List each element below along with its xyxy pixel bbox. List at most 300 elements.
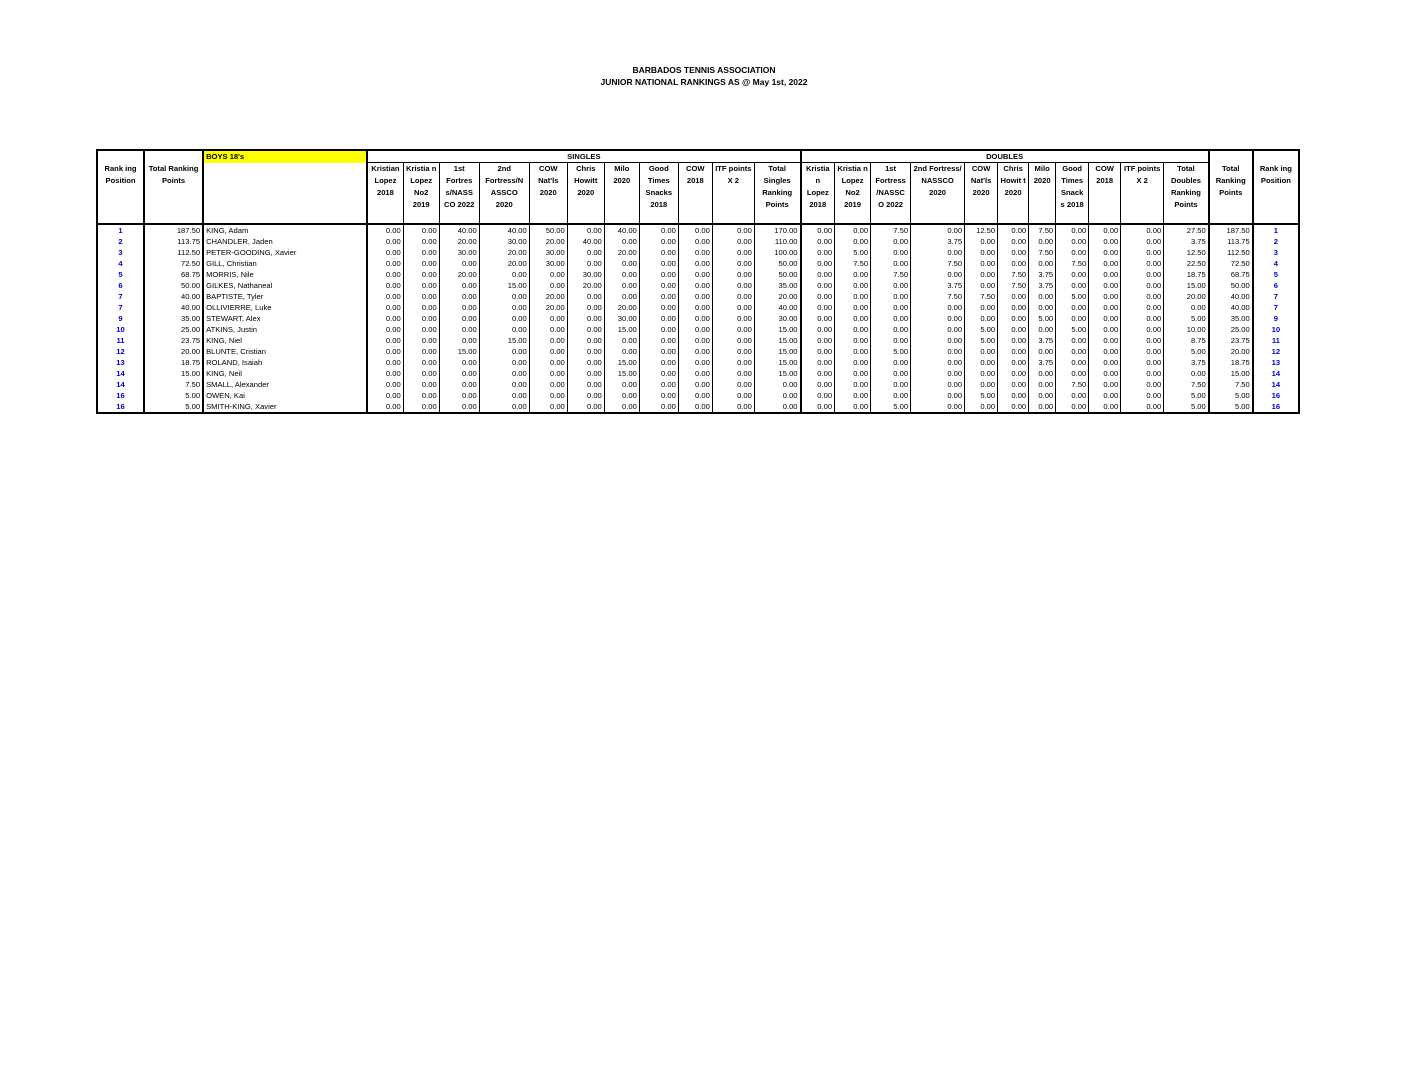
points-cell: 187.50 [144,224,203,236]
points-cell: 0.00 [965,346,998,357]
points-cell: 0.00 [403,236,439,247]
points-cell: 0.00 [678,269,712,280]
rank-position: 16 [1253,401,1299,413]
player-name: KING, Adam [203,224,367,236]
points-cell: 0.00 [835,357,871,368]
points-cell: 20.00 [144,346,203,357]
points-cell: 0.00 [1056,280,1089,291]
points-cell: 0.00 [439,258,479,269]
points-cell: 0.00 [1029,379,1056,390]
points-cell: 0.00 [835,280,871,291]
points-cell: 0.00 [439,401,479,413]
points-cell: 0.00 [1089,390,1121,401]
points-cell: 112.50 [144,247,203,258]
table-row [97,390,1299,401]
points-cell: 0.00 [712,280,754,291]
points-cell: 0.00 [367,302,403,313]
points-cell: 0.00 [1089,346,1121,357]
points-cell: 0.00 [998,224,1029,236]
points-cell: 170.00 [754,224,800,236]
points-cell: 0.00 [439,335,479,346]
points-cell: 0.00 [965,247,998,258]
points-cell: 3.75 [1029,269,1056,280]
points-cell: 0.00 [479,291,529,302]
points-cell: 0.00 [479,346,529,357]
points-cell: 0.00 [1121,224,1164,236]
points-cell: 0.00 [439,302,479,313]
points-cell: 0.00 [801,401,835,413]
column-header: Kristia n Lopez 2018 [801,163,835,225]
points-cell: 0.00 [1056,390,1089,401]
points-cell: 0.00 [567,390,604,401]
table-row [97,247,1299,258]
points-cell: 0.00 [801,302,835,313]
points-cell: 0.00 [998,324,1029,335]
table-row [97,335,1299,346]
points-cell: 7.50 [1164,379,1209,390]
points-cell: 5.00 [1209,390,1253,401]
points-cell: 0.00 [367,368,403,379]
points-cell: 0.00 [567,401,604,413]
points-cell: 3.75 [911,236,965,247]
points-cell: 0.00 [639,390,678,401]
points-cell: 3.75 [911,280,965,291]
table-row [97,401,1299,413]
points-cell: 0.00 [678,335,712,346]
player-name: GILKES, Nathaneal [203,280,367,291]
points-cell: 18.75 [144,357,203,368]
points-cell: 0.00 [367,269,403,280]
points-cell: 0.00 [871,291,911,302]
points-cell: 30.00 [529,258,567,269]
rank-position: 12 [1253,346,1299,357]
points-cell: 0.00 [678,313,712,324]
points-cell: 40.00 [754,302,800,313]
points-cell: 50.00 [1209,280,1253,291]
points-cell: 12.50 [965,224,998,236]
points-cell: 0.00 [529,346,567,357]
table-row [97,302,1299,313]
points-cell: 7.50 [871,224,911,236]
points-cell: 0.00 [403,291,439,302]
points-cell: 0.00 [604,280,639,291]
points-cell: 0.00 [712,324,754,335]
points-cell: 0.00 [639,247,678,258]
points-cell: 0.00 [871,324,911,335]
points-cell: 0.00 [871,247,911,258]
points-cell: 3.75 [1029,357,1056,368]
points-cell: 0.00 [911,224,965,236]
points-cell: 0.00 [998,258,1029,269]
report-title: BARBADOS TENNIS ASSOCIATION [632,65,776,75]
points-cell: 0.00 [871,335,911,346]
player-name: STEWART, Alex [203,313,367,324]
points-cell: 0.00 [678,224,712,236]
points-cell: 0.00 [479,379,529,390]
points-cell: 0.00 [367,291,403,302]
points-cell: 0.00 [439,313,479,324]
points-cell: 0.00 [367,313,403,324]
table-row [97,291,1299,302]
points-cell: 0.00 [479,324,529,335]
points-cell: 68.75 [1209,269,1253,280]
points-cell: 0.00 [998,390,1029,401]
points-cell: 7.50 [965,291,998,302]
points-cell: 0.00 [678,236,712,247]
points-cell: 0.00 [639,379,678,390]
rank-position: 13 [97,357,144,368]
points-cell: 0.00 [801,291,835,302]
points-cell: 0.00 [529,390,567,401]
points-cell: 7.50 [144,379,203,390]
points-cell: 0.00 [871,302,911,313]
points-cell: 0.00 [403,357,439,368]
points-cell: 0.00 [965,258,998,269]
points-cell: 0.00 [712,236,754,247]
points-cell: 0.00 [639,368,678,379]
table-row [97,224,1299,236]
points-cell: 0.00 [1089,258,1121,269]
points-cell: 0.00 [367,236,403,247]
points-cell: 35.00 [1209,313,1253,324]
column-header: ITF points X 2 [712,163,754,225]
points-cell: 0.00 [835,302,871,313]
points-cell: 0.00 [712,224,754,236]
rank-position: 6 [1253,280,1299,291]
points-cell: 0.00 [479,368,529,379]
column-header: 2nd Fortress/N ASSCO 2020 [479,163,529,225]
points-cell: 40.00 [144,302,203,313]
points-cell: 0.00 [1056,368,1089,379]
points-cell: 0.00 [1089,302,1121,313]
rank-position: 5 [1253,269,1299,280]
points-cell: 0.00 [1121,269,1164,280]
player-name: PETER-GOODING, Xavier [203,247,367,258]
points-cell: 0.00 [712,368,754,379]
points-cell: 0.00 [998,291,1029,302]
points-cell: 15.00 [1209,368,1253,379]
points-cell: 5.00 [144,401,203,413]
points-cell: 0.00 [567,224,604,236]
player-name: MORRIS, Nile [203,269,367,280]
rank-position: 16 [1253,390,1299,401]
column-header: Rank ing Position [1253,163,1299,225]
points-cell: 0.00 [678,247,712,258]
points-cell: 0.00 [1121,280,1164,291]
points-cell: 0.00 [911,346,965,357]
points-cell: 0.00 [604,258,639,269]
column-header: Total Doubles Ranking Points [1164,163,1209,225]
column-header: Good Times Snack s 2018 [1056,163,1089,225]
points-cell: 0.00 [604,335,639,346]
points-cell: 0.00 [911,357,965,368]
points-cell: 0.00 [529,313,567,324]
points-cell: 0.00 [801,247,835,258]
points-cell: 3.75 [1164,357,1209,368]
points-cell: 0.00 [403,346,439,357]
points-cell: 7.50 [1056,258,1089,269]
points-cell: 0.00 [998,236,1029,247]
points-cell: 23.75 [1209,335,1253,346]
points-cell: 0.00 [367,379,403,390]
points-cell: 0.00 [367,357,403,368]
points-cell: 0.00 [1121,335,1164,346]
points-cell: 0.00 [639,401,678,413]
points-cell: 25.00 [1209,324,1253,335]
points-cell: 0.00 [1029,368,1056,379]
points-cell: 20.00 [529,236,567,247]
points-cell: 30.00 [754,313,800,324]
points-cell: 0.00 [998,368,1029,379]
points-cell: 0.00 [529,280,567,291]
points-cell: 15.00 [754,357,800,368]
points-cell: 15.00 [754,368,800,379]
points-cell: 0.00 [835,324,871,335]
points-cell: 0.00 [801,379,835,390]
points-cell: 0.00 [801,224,835,236]
points-cell: 0.00 [403,269,439,280]
points-cell: 0.00 [529,269,567,280]
points-cell: 0.00 [801,236,835,247]
points-cell: 7.50 [1029,224,1056,236]
points-cell: 25.00 [144,324,203,335]
singles-group-label: SINGLES [367,150,800,163]
points-cell: 18.75 [1164,269,1209,280]
table-row [97,269,1299,280]
points-cell: 0.00 [403,401,439,413]
points-cell: 0.00 [529,401,567,413]
points-cell: 10.00 [1164,324,1209,335]
points-cell: 0.00 [1121,302,1164,313]
points-cell: 0.00 [403,224,439,236]
points-cell: 0.00 [604,390,639,401]
points-cell: 0.00 [439,324,479,335]
points-cell: 0.00 [1056,236,1089,247]
points-cell: 15.00 [754,346,800,357]
points-cell: 50.00 [144,280,203,291]
points-cell: 0.00 [567,313,604,324]
column-header: 1st Fortress /NASSC O 2022 [871,163,911,225]
points-cell: 40.00 [479,224,529,236]
table-row [97,346,1299,357]
points-cell: 0.00 [1121,390,1164,401]
points-cell: 187.50 [1209,224,1253,236]
points-cell: 30.00 [439,247,479,258]
points-cell: 40.00 [144,291,203,302]
points-cell: 0.00 [1029,236,1056,247]
rank-position: 4 [1253,258,1299,269]
points-cell: 0.00 [1121,313,1164,324]
points-cell: 0.00 [403,313,439,324]
points-cell: 0.00 [835,269,871,280]
points-cell: 5.00 [965,335,998,346]
points-cell: 20.00 [439,236,479,247]
points-cell: 0.00 [604,291,639,302]
points-cell: 0.00 [639,335,678,346]
points-cell: 0.00 [754,390,800,401]
points-cell: 0.00 [367,390,403,401]
points-cell: 0.00 [1089,335,1121,346]
points-cell: 110.00 [754,236,800,247]
rank-position: 6 [97,280,144,291]
points-cell: 0.00 [965,302,998,313]
points-cell: 0.00 [529,357,567,368]
points-cell: 113.75 [1209,236,1253,247]
points-cell: 20.00 [529,291,567,302]
points-cell: 72.50 [144,258,203,269]
group-header-row [97,150,1299,163]
points-cell: 0.00 [1121,324,1164,335]
points-cell: 0.00 [567,324,604,335]
points-cell: 0.00 [871,379,911,390]
points-cell: 0.00 [439,368,479,379]
column-header: Milo 2020 [604,163,639,225]
rank-position: 11 [1253,335,1299,346]
points-cell: 15.00 [479,335,529,346]
points-cell: 15.00 [479,280,529,291]
points-cell: 0.00 [367,280,403,291]
points-cell: 0.00 [678,324,712,335]
points-cell: 0.00 [367,346,403,357]
points-cell: 0.00 [479,390,529,401]
table-row [97,324,1299,335]
points-cell: 15.00 [439,346,479,357]
points-cell: 50.00 [754,258,800,269]
points-cell: 0.00 [1089,379,1121,390]
points-cell: 0.00 [1089,280,1121,291]
category-label: BOYS 18's [203,150,367,163]
rank-position: 9 [1253,313,1299,324]
points-cell: 0.00 [1121,258,1164,269]
rank-position: 7 [1253,291,1299,302]
points-cell: 0.00 [604,346,639,357]
points-cell: 0.00 [639,324,678,335]
points-cell: 0.00 [639,357,678,368]
points-cell: 0.00 [367,224,403,236]
points-cell: 0.00 [712,247,754,258]
points-cell: 0.00 [998,401,1029,413]
points-cell: 0.00 [678,390,712,401]
points-cell: 20.00 [604,247,639,258]
points-cell: 0.00 [479,302,529,313]
points-cell: 0.00 [639,346,678,357]
points-cell: 0.00 [871,368,911,379]
rank-position: 11 [97,335,144,346]
player-name: BAPTISTE, Tyler [203,291,367,302]
points-cell: 0.00 [754,401,800,413]
points-cell: 0.00 [1089,357,1121,368]
column-header: Kristia n Lopez No2 2019 [403,163,439,225]
points-cell: 20.00 [604,302,639,313]
points-cell: 0.00 [911,313,965,324]
player-name: GILL, Christian [203,258,367,269]
points-cell: 50.00 [754,269,800,280]
points-cell: 0.00 [604,401,639,413]
points-cell: 30.00 [567,269,604,280]
column-header: Chris Howit t 2020 [998,163,1029,225]
points-cell: 5.00 [1164,346,1209,357]
points-cell: 0.00 [712,269,754,280]
points-cell: 5.00 [871,401,911,413]
points-cell: 3.75 [1029,280,1056,291]
doubles-group-label: DOUBLES [801,150,1209,163]
points-cell: 0.00 [367,401,403,413]
points-cell: 0.00 [1029,291,1056,302]
points-cell: 0.00 [801,335,835,346]
points-cell: 3.75 [1164,236,1209,247]
points-cell: 0.00 [712,390,754,401]
points-cell: 23.75 [144,335,203,346]
points-cell: 0.00 [678,280,712,291]
points-cell: 0.00 [835,236,871,247]
points-cell: 3.75 [1029,335,1056,346]
points-cell: 0.00 [871,390,911,401]
points-cell: 0.00 [835,291,871,302]
points-cell: 0.00 [1121,379,1164,390]
rank-position: 14 [1253,368,1299,379]
player-name: BLUNTE, Cristian [203,346,367,357]
points-cell: 0.00 [801,324,835,335]
points-cell: 7.50 [998,269,1029,280]
points-cell: 0.00 [801,390,835,401]
points-cell: 0.00 [639,236,678,247]
column-header: COW Nat'ls 2020 [529,163,567,225]
column-header: COW Nat'ls 2020 [965,163,998,225]
points-cell: 5.00 [1164,390,1209,401]
points-cell: 0.00 [678,368,712,379]
points-cell: 0.00 [1164,302,1209,313]
rank-position: 7 [1253,302,1299,313]
points-cell: 0.00 [712,313,754,324]
points-cell: 20.00 [439,269,479,280]
points-cell: 0.00 [911,302,965,313]
table-row [97,379,1299,390]
report-header [0,64,1408,88]
points-cell: 0.00 [639,291,678,302]
points-cell: 0.00 [403,247,439,258]
rankings-table-wrapper [96,149,1300,414]
points-cell: 0.00 [567,357,604,368]
points-cell: 0.00 [911,401,965,413]
points-cell: 0.00 [835,224,871,236]
points-cell: 0.00 [1029,401,1056,413]
points-cell: 40.00 [439,224,479,236]
points-cell: 5.00 [1029,313,1056,324]
points-cell: 0.00 [567,302,604,313]
points-cell: 113.75 [144,236,203,247]
points-cell: 0.00 [911,269,965,280]
player-name: SMALL, Alexander [203,379,367,390]
points-cell: 0.00 [835,335,871,346]
report-subtitle: JUNIOR NATIONAL RANKINGS AS @ May 1st, 2022 [600,77,808,87]
rank-position: 7 [97,302,144,313]
rank-position: 14 [1253,379,1299,390]
points-cell: 5.00 [1209,401,1253,413]
points-cell: 0.00 [604,269,639,280]
points-cell: 0.00 [965,269,998,280]
column-header: Good Times Snacks 2018 [639,163,678,225]
points-cell: 7.50 [1209,379,1253,390]
points-cell: 72.50 [1209,258,1253,269]
points-cell: 15.00 [754,324,800,335]
points-cell: 0.00 [801,368,835,379]
points-cell: 0.00 [965,368,998,379]
points-cell: 0.00 [639,280,678,291]
points-cell: 0.00 [911,247,965,258]
points-cell: 0.00 [678,291,712,302]
points-cell: 20.00 [567,280,604,291]
points-cell: 20.00 [1164,291,1209,302]
